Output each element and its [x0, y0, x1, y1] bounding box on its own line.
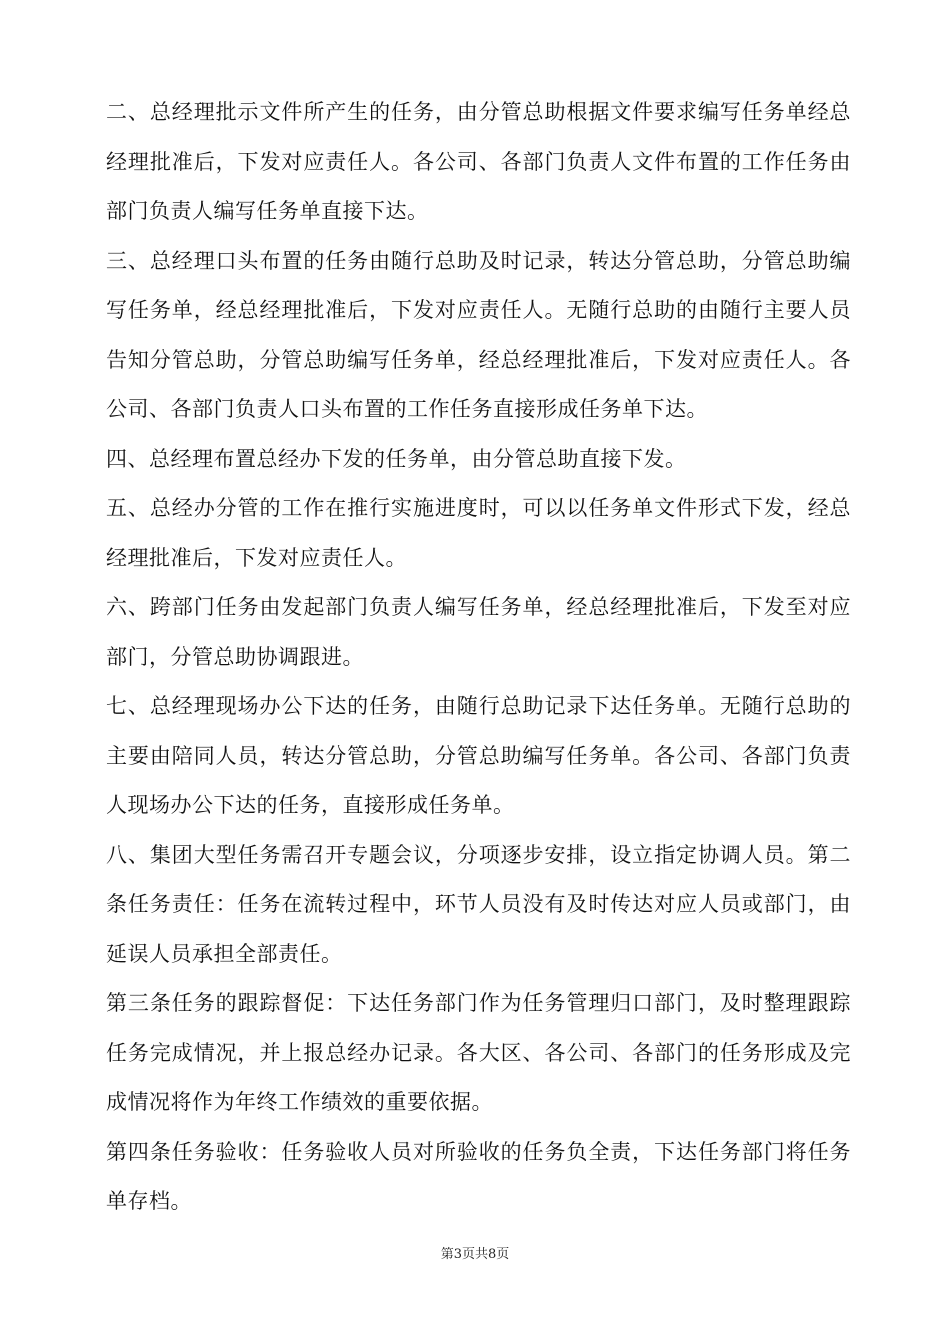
page-number-footer: 第3页共8页	[440, 1247, 510, 1262]
paragraph-item-8: 八、集团大型任务需召开专题会议，分项逐步安排，设立指定协调人员。第二条任务责任：任务在流转过程中，环节人员没有及时传达对应人员或部门，由延误人员承担全部责任。	[106, 842, 851, 966]
paragraph-item-2: 二、总经理批示文件所产生的任务，由分管总助根据文件要求编写任务单经总经理批准后，下发对应责任人。各公司、各部门负责人文件布置的工作任务由部门负责人编写任务单直接下达。	[106, 100, 851, 223]
document-body	[106, 88, 851, 1227]
paragraph-item-7: 七、总经理现场办公下达的任务，由随行总助记录下达任务单。无随行总助的主要由陪同人员，转达分管总助，分管总助编写任务单。各公司、各部门负责人现场办公下达的任务，直接形成任务单。	[106, 694, 851, 817]
paragraph-item-3: 三、总经理口头布置的任务由随行总助及时记录，转达分管总助，分管总助编写任务单，经总经理批准后，下发对应责任人。无随行总助的由随行主要人员告知分管总助，分管总助编写任务单，经总经理批准后，下发对应责任人。各公司、各部门负责人口头布置的工作任务直接形成任务单下达。	[106, 248, 851, 421]
paragraph-article-3: 第三条任务的跟踪督促：下达任务部门作为任务管理归口部门，及时整理跟踪任务完成情况，并上报总经办记录。各大区、各公司、各部门的任务形成及完成情况将作为年终工作绩效的重要依据。	[106, 991, 851, 1114]
paragraph-article-4: 第四条任务验收：任务验收人员对所验收的任务负全责，下达任务部门将任务单存档。	[106, 1139, 851, 1213]
paragraph-item-5: 五、总经办分管的工作在推行实施进度时，可以以任务单文件形式下发，经总经理批准后，下发对应责任人。	[106, 496, 851, 570]
paragraph-item-4: 四、总经理布置总经办下发的任务单，由分管总助直接下发。	[106, 446, 687, 471]
paragraph-item-6: 六、跨部门任务由发起部门负责人编写任务单，经总经理批准后，下发至对应部门，分管总助协调跟进。	[106, 595, 851, 669]
